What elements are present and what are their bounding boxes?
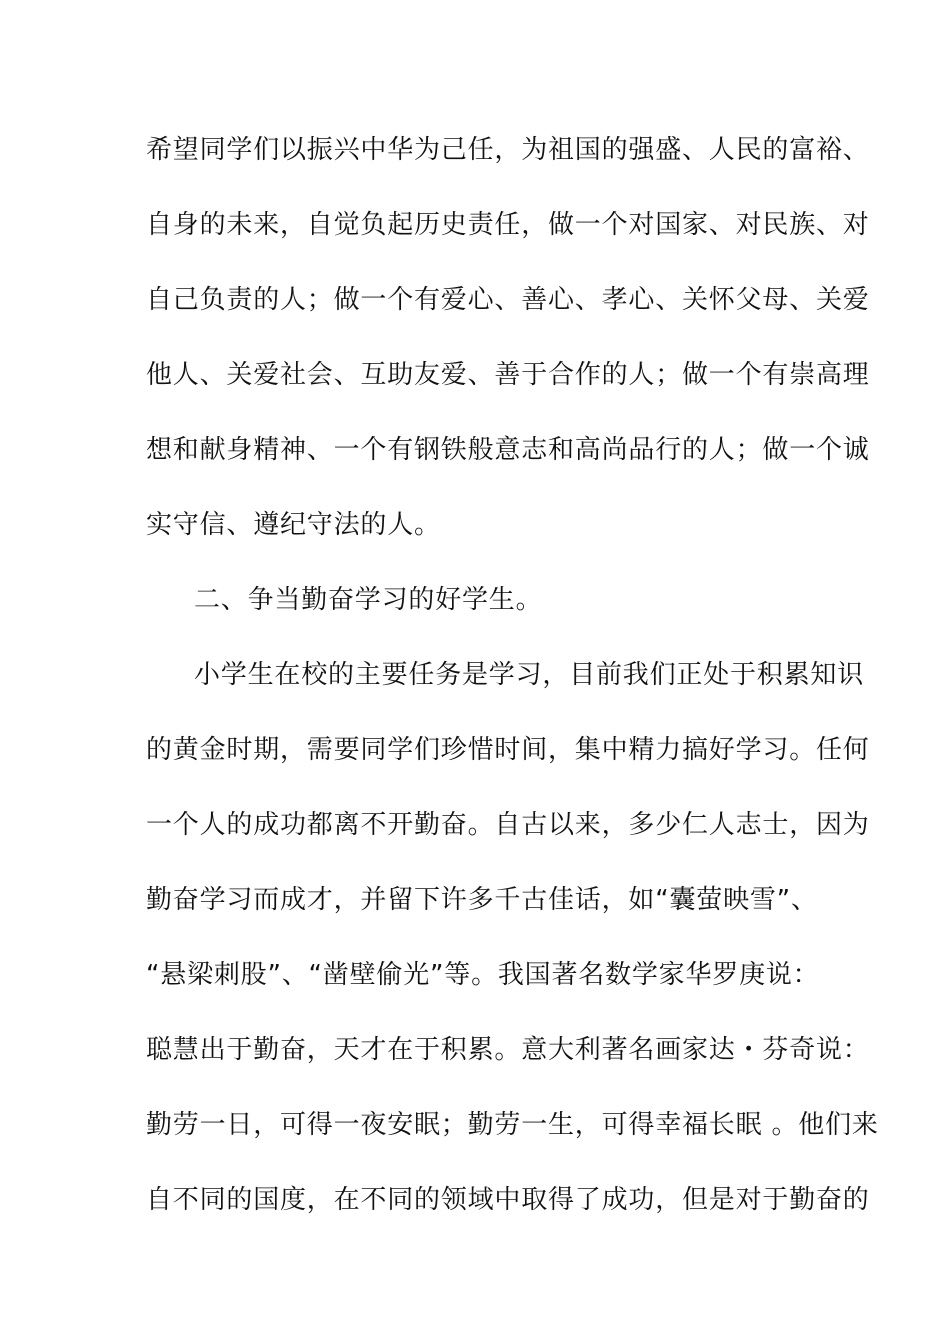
paragraph-line: 自己负责的人；做一个有爱心、善心、孝心、关怀父母、关爱 [146, 285, 870, 315]
paragraph-line: 勤奋学习而成才，并留下许多千古佳话，如“囊萤映雪”、 [146, 885, 818, 915]
paragraph-line: 想和献身精神、一个有钢铁般意志和高尚品行的人；做一个诚 [146, 435, 870, 465]
paragraph-line: 自身的未来，自觉负起历史责任，做一个对国家、对民族、对 [146, 210, 870, 240]
section-heading: 二、争当勤奋学习的好学生。 [194, 585, 543, 615]
paragraph-line: 自不同的国度，在不同的领域中取得了成功，但是对于勤奋的 [146, 1185, 870, 1215]
paragraph-line: 的黄金时期，需要同学们珍惜时间，集中精力搞好学习。任何 [146, 735, 870, 765]
paragraph-line: 聪慧出于勤奋，天才在于积累。意大利著名画家达・芬奇说： [146, 1035, 870, 1065]
paragraph-line: 希望同学们以振兴中华为己任，为祖国的强盛、人民的富裕、 [146, 135, 870, 165]
paragraph-line: 勤劳一日，可得一夜安眠；勤劳一生，可得幸福长眠 。他们来 [146, 1110, 879, 1140]
paragraph-line: 他人、关爱社会、互助友爱、善于合作的人；做一个有崇高理 [146, 360, 870, 390]
paragraph-line: 一个人的成功都离不开勤奋。自古以来，多少仁人志士，因为 [146, 810, 870, 840]
paragraph-line: 小学生在校的主要任务是学习，目前我们正处于积累知识 [194, 660, 865, 690]
paragraph-line: “悬梁刺股”、“凿壁偷光”等。我国著名数学家华罗庚说： [146, 960, 820, 990]
paragraph-line: 实守信、遵纪守法的人。 [146, 510, 441, 540]
